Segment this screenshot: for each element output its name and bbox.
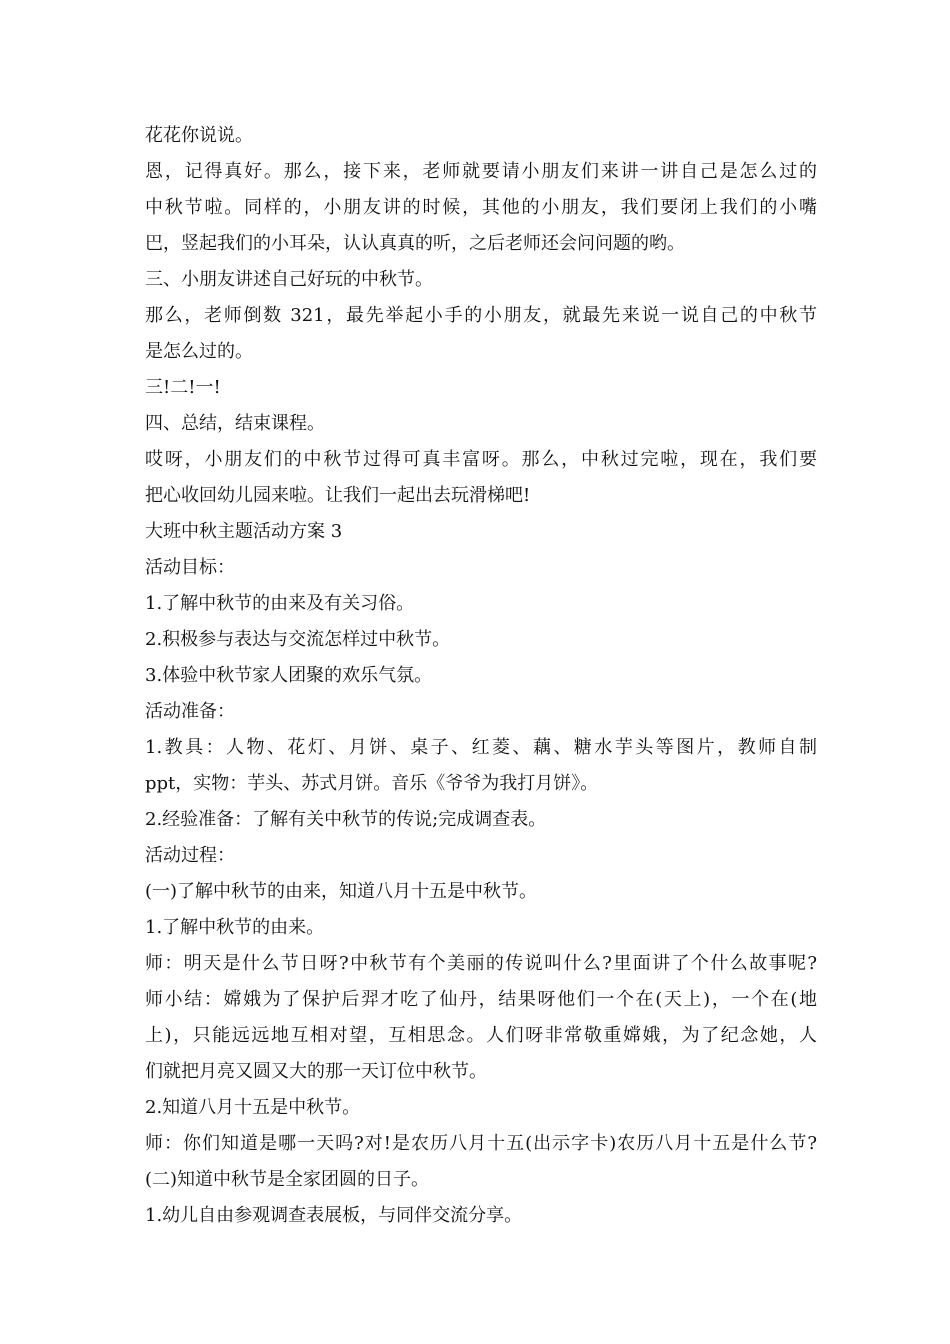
text-line: 大班中秋主题活动方案 3 xyxy=(145,521,343,542)
text-line: 三!二!一! xyxy=(145,377,221,398)
text-line: 那么，老师倒数 321，最先举起小手的小朋友，就最先来说一说自己的中秋节 xyxy=(145,305,817,326)
text-line: 活动准备： xyxy=(145,701,235,722)
text-line: 活动过程： xyxy=(145,845,235,866)
text-line: 师：明天是什么节日呀?中秋节有个美丽的传说叫什么?里面讲了个什么故事呢? xyxy=(145,953,817,974)
text-line: 2.积极参与表达与交流怎样过中秋节。 xyxy=(145,629,451,650)
text-line: 1.了解中秋节的由来。 xyxy=(145,917,325,938)
text-line: 3.体验中秋节家人团聚的欢乐气氛。 xyxy=(145,665,433,686)
text-line: 1.幼儿自由参观调查表展板，与同伴交流分享。 xyxy=(145,1205,523,1226)
text-line: 巴，竖起我们的小耳朵，认认真真的听，之后老师还会问问题的哟。 xyxy=(145,233,685,254)
text-line: 花花你说说。 xyxy=(145,125,253,146)
text-line: 三、小朋友讲述自己好玩的中秋节。 xyxy=(145,269,433,290)
text-line: (一)了解中秋节的由来，知道八月十五是中秋节。 xyxy=(145,881,538,902)
text-line: 1.了解中秋节的由来及有关习俗。 xyxy=(145,593,415,614)
text-line: 2.知道八月十五是中秋节。 xyxy=(145,1097,361,1118)
text-line: 恩，记得真好。那么，接下来，老师就要请小朋友们来讲一讲自己是怎么过的 xyxy=(145,161,817,182)
document-body xyxy=(145,118,817,1234)
text-line: 把心收回幼儿园来啦。让我们一起出去玩滑梯吧! xyxy=(145,485,531,506)
text-line: 们就把月亮又圆又大的那一天订位中秋节。 xyxy=(145,1061,487,1082)
text-line: 是怎么过的。 xyxy=(145,341,253,362)
text-line: 中秋节啦。同样的，小朋友讲的时候，其他的小朋友，我们要闭上我们的小嘴 xyxy=(145,197,817,218)
text-line: 1.教具：人物、花灯、月饼、桌子、红菱、藕、糖水芋头等图片，教师自制 xyxy=(145,737,817,758)
text-line: 上)，只能远远地互相对望，互相思念。人们呀非常敬重嫦娥，为了纪念她，人 xyxy=(145,1025,817,1046)
text-line: 哎呀，小朋友们的中秋节过得可真丰富呀。那么，中秋过完啦，现在，我们要 xyxy=(145,449,817,470)
text-line: ppt，实物：芋头、苏式月饼。音乐《爷爷为我打月饼》。 xyxy=(145,773,599,794)
text-line: 2.经验准备：了解有关中秋节的传说;完成调查表。 xyxy=(145,809,547,830)
text-line: 活动目标： xyxy=(145,557,235,578)
text-line: 师：你们知道是哪一天吗?对!是农历八月十五(出示字卡)农历八月十五是什么节? xyxy=(145,1133,817,1154)
text-line: (二)知道中秋节是全家团圆的日子。 xyxy=(145,1169,430,1190)
text-line: 四、总结，结束课程。 xyxy=(145,413,325,434)
text-line: 师小结：嫦娥为了保护后羿才吃了仙丹，结果呀他们一个在(天上)，一个在(地 xyxy=(145,989,817,1010)
